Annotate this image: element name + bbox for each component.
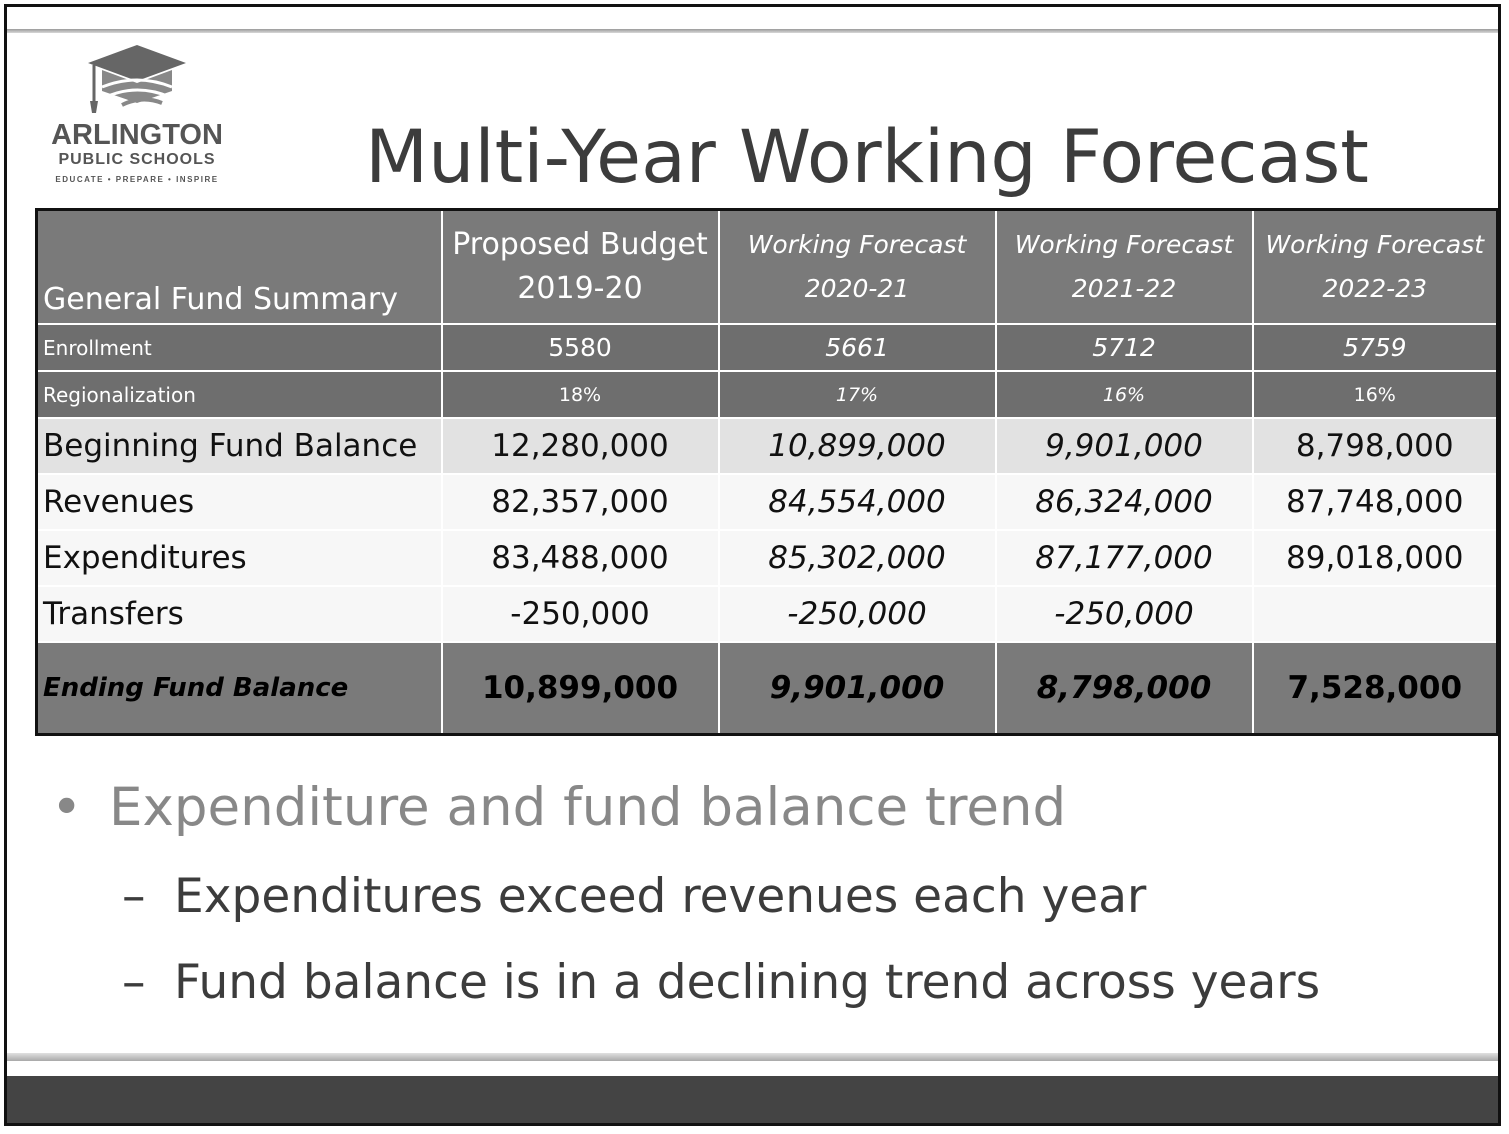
school-logo [37, 43, 237, 193]
table-cell: 17% [719, 371, 996, 418]
sub-bullet-item [122, 955, 1320, 1010]
table-cell: 10,899,000 [442, 642, 719, 735]
table-cell: 12,280,000 [442, 418, 719, 474]
table-cell: 8,798,000 [1253, 418, 1498, 474]
table-cell: 8,798,000 [996, 642, 1253, 735]
table-cell: 7,528,000 [1253, 642, 1498, 735]
table-cell: 5712 [996, 324, 1253, 371]
graduation-cap-icon [82, 43, 192, 119]
sub-bullet-text: Fund balance is in a declining trend across years [174, 955, 1321, 1010]
table-row [37, 530, 1498, 586]
table-row [37, 474, 1498, 530]
column-header: Working Forecast 2022-23 [1253, 210, 1498, 325]
table-cell: -250,000 [996, 586, 1253, 642]
slide [4, 4, 1501, 1126]
logo-name: ARLINGTON [51, 119, 223, 151]
table-cell: 5759 [1253, 324, 1498, 371]
table-cell: 83,488,000 [442, 530, 719, 586]
logo-subname: PUBLIC SCHOOLS [58, 151, 216, 168]
column-header: Proposed Budget 2019-20 [442, 210, 719, 325]
table-row [37, 324, 1498, 371]
table-row [37, 586, 1498, 642]
bullet-icon: • [51, 777, 83, 838]
table-cell: 10,899,000 [719, 418, 996, 474]
bottom-divider [7, 1053, 1498, 1061]
table-cell: 9,901,000 [719, 642, 996, 735]
row-label: Expenditures [37, 530, 442, 586]
sub-bullet-text: Expenditures exceed revenues each year [174, 869, 1147, 924]
logo-tagline: EDUCATE • PREPARE • INSPIRE [55, 175, 219, 184]
table-row [37, 418, 1498, 474]
page-title: Multi-Year Working Forecast [365, 115, 1369, 200]
table-cell: 87,748,000 [1253, 474, 1498, 530]
table-row-total [37, 642, 1498, 735]
row-label: Enrollment [37, 324, 442, 371]
column-header: Working Forecast 2021-22 [996, 210, 1253, 325]
table-cell: -250,000 [442, 586, 719, 642]
row-label: Revenues [37, 474, 442, 530]
table-cell: 9,901,000 [996, 418, 1253, 474]
table-cell: 5580 [442, 324, 719, 371]
footer-bar [7, 1076, 1498, 1123]
table-cell: 16% [1253, 371, 1498, 418]
table-cell: 86,324,000 [996, 474, 1253, 530]
dash-icon: – [122, 955, 146, 1010]
general-fund-table [35, 208, 1499, 736]
column-header: Working Forecast 2020-21 [719, 210, 996, 325]
top-divider [7, 29, 1498, 33]
table-cell: 84,554,000 [719, 474, 996, 530]
header-label: General Fund Summary [37, 210, 442, 325]
table-cell: 5661 [719, 324, 996, 371]
table-header-row [37, 210, 1498, 325]
table-cell: 87,177,000 [996, 530, 1253, 586]
row-label: Regionalization [37, 371, 442, 418]
sub-bullet-item [122, 869, 1146, 924]
bullet-item [51, 777, 1066, 838]
row-label: Ending Fund Balance [37, 642, 442, 735]
dash-icon: – [122, 869, 146, 924]
table-cell: 89,018,000 [1253, 530, 1498, 586]
row-label: Transfers [37, 586, 442, 642]
table-cell: -250,000 [719, 586, 996, 642]
bullet-text: Expenditure and fund balance trend [109, 777, 1067, 838]
table-cell: 82,357,000 [442, 474, 719, 530]
table-cell: 18% [442, 371, 719, 418]
row-label: Beginning Fund Balance [37, 418, 442, 474]
table-cell: 85,302,000 [719, 530, 996, 586]
table-cell: 16% [996, 371, 1253, 418]
table-row [37, 371, 1498, 418]
table-cell [1253, 586, 1498, 642]
